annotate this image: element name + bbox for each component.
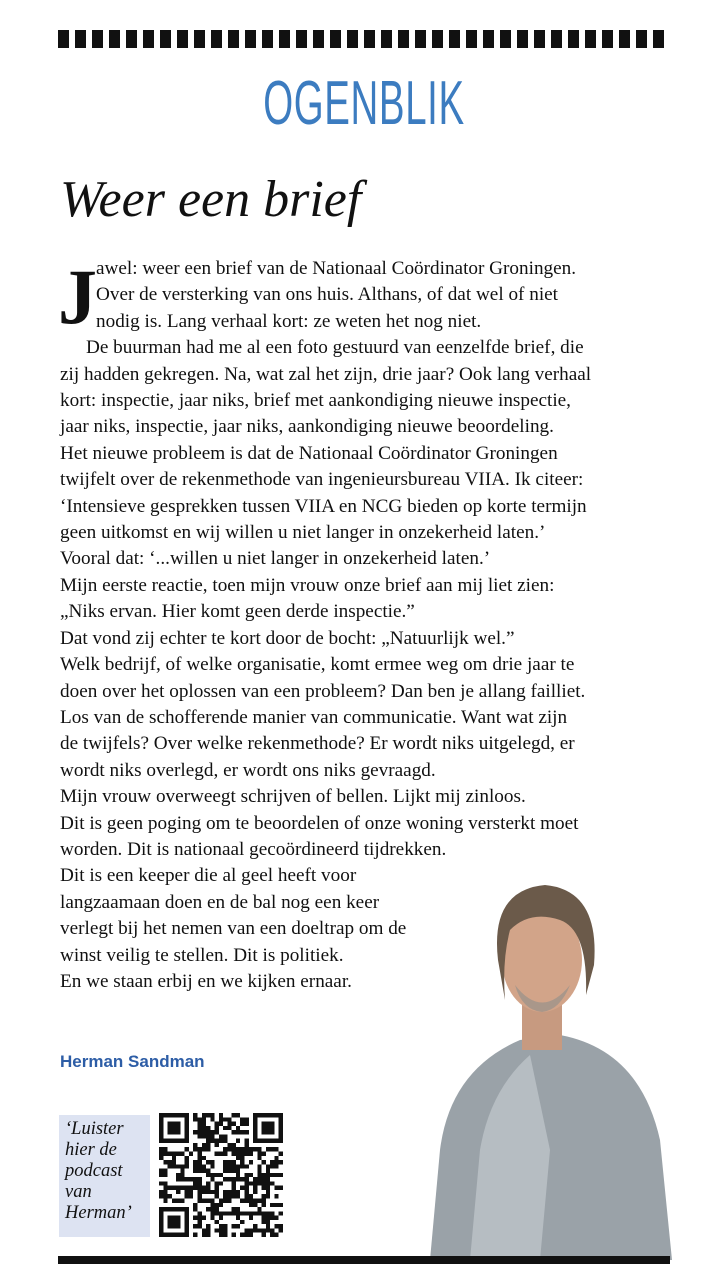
article-line: Dat vond zij echter te kort door de bocht: „Natuurlijk wel.” — [60, 627, 515, 649]
article-line: doen over het oplossen van een probleem? Dan ben je allang failliet. — [60, 680, 586, 702]
author-photo — [410, 850, 680, 1260]
article-line: Mijn eerste reactie, toen mijn vrouw onze brief aan mij liet zien: — [60, 574, 555, 596]
drop-cap: J — [58, 253, 97, 340]
article-line: Het nieuwe probleem is dat de Nationaal Coördinator Groningen — [60, 442, 558, 464]
podcast-text-line: Herman’ — [65, 1203, 132, 1223]
top-dashed-border — [58, 30, 670, 48]
article-line: worden. Dit is nationaal gecoördineerd tijdrekken. — [60, 838, 447, 860]
podcast-qr-code[interactable] — [159, 1113, 283, 1237]
author-byline: Herman Sandman — [60, 1052, 205, 1071]
article-line: winst veilig te stellen. Dit is politiek. — [60, 944, 344, 966]
article-line: Dit is een keeper die al geel heeft voor — [60, 865, 357, 887]
podcast-callout — [59, 1115, 150, 1237]
article-line: ‘Intensieve gesprekken tussen VIIA en NCG bieden op korte termijn — [60, 495, 587, 517]
article-line: Mijn vrouw overweegt schrijven of bellen. Lijkt mij zinloos. — [60, 786, 526, 808]
article-line: langzaamaan doen en de bal nog een keer — [60, 891, 380, 913]
article-line: kort: inspectie, jaar niks, brief met aankondiging nieuwe inspectie, — [60, 390, 571, 412]
podcast-text-line: ‘Luister — [65, 1119, 124, 1139]
article-line: wordt niks overlegd, er wordt ons niks gevraagd. — [60, 759, 436, 781]
section-title: OGENBLIK — [263, 69, 465, 138]
article-line: nodig is. Lang verhaal kort: ze weten het nog niet. — [96, 310, 482, 332]
article-line: awel: weer een brief van de Nationaal Coördinator Groningen. — [96, 258, 577, 279]
article-line: de twijfels? Over welke rekenmethode? Er wordt niks uitgelegd, er — [60, 733, 575, 755]
article-line: Over de versterking van ons huis. Althans, of dat wel of niet — [96, 284, 558, 306]
podcast-text-line: hier de — [65, 1140, 117, 1160]
article-line: Los van de schofferende manier van communicatie. Want wat zijn — [60, 706, 568, 728]
photo-shirt — [430, 1035, 672, 1260]
article-line: „Niks ervan. Hier komt geen derde inspectie.” — [60, 601, 415, 623]
podcast-text-line: van — [65, 1182, 92, 1202]
article-line: De buurman had me al een foto gestuurd van eenzelfde brief, die — [86, 337, 584, 359]
article-line: zij hadden gekregen. Na, wat zal het zijn, drie jaar? Ook lang verhaal — [60, 363, 592, 385]
article-line: twijfelt over de rekenmethode van ingenieursbureau VIIA. Ik citeer: — [60, 469, 584, 491]
article-line: Welk bedrijf, of welke organisatie, komt ermee weg om drie jaar te — [60, 654, 575, 676]
bottom-rule — [58, 1256, 670, 1264]
headline: Weer een brief — [60, 171, 362, 228]
article-line: jaar niks, inspectie, jaar niks, aankondiging nieuwe beoordeling. — [60, 416, 554, 438]
article-line: verlegt bij het nemen van een doeltrap om de — [60, 918, 407, 940]
article-line: Vooral dat: ‘...willen u niet langer in onzekerheid laten.’ — [60, 548, 491, 570]
article-line: Dit is geen poging om te beoordelen of onze woning versterkt moet — [60, 812, 579, 834]
podcast-text-line: podcast — [65, 1161, 123, 1181]
article-line: En we staan erbij en we kijken ernaar. — [60, 970, 352, 992]
article-line: geen uitkomst en wij willen u niet langer in onzekerheid laten.’ — [60, 522, 546, 544]
